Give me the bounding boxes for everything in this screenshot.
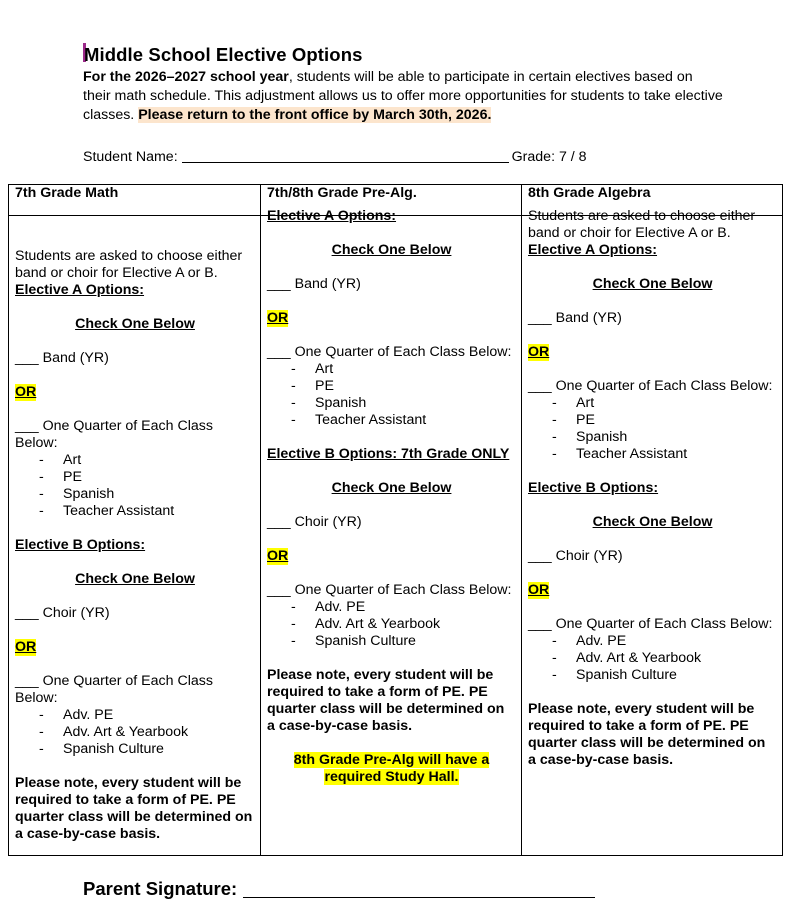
- elective-b-list: [528, 633, 777, 684]
- elective-b-list: [15, 707, 255, 758]
- list-item: - Spanish Culture: [39, 741, 255, 758]
- list-item: - Teacher Assistant: [39, 503, 255, 520]
- or-label: OR: [15, 639, 37, 655]
- elective-a-list: [267, 361, 516, 429]
- student-name-line: [83, 146, 587, 165]
- elective-a-list: [528, 395, 777, 463]
- band-option[interactable]: ___ Band (YR): [528, 310, 622, 326]
- check-one-label: Check One Below: [592, 514, 713, 530]
- table-body-row: [9, 216, 783, 856]
- list-item: - Adv. PE: [552, 633, 777, 650]
- parent-signature-label: Parent Signature:: [83, 878, 238, 899]
- pe-note: Please note, every student will be required to take a form of PE. PE quarter class will be determined on a case-by-case basis.: [15, 775, 253, 842]
- intro-year: For the 2026–2027 school year: [83, 69, 289, 85]
- list-item: - Adv. PE: [39, 707, 255, 724]
- check-one-label: Check One Below: [331, 480, 452, 496]
- elective-a-title: Elective A Options:: [15, 282, 145, 298]
- student-name-label: Student Name:: [83, 149, 178, 165]
- study-hall-note: 8th Grade Pre-Alg will have a required Study Hall.: [293, 752, 490, 785]
- band-option[interactable]: ___ Band (YR): [15, 350, 109, 366]
- list-item: - Adv. Art & Yearbook: [39, 724, 255, 741]
- list-item: - PE: [291, 378, 516, 395]
- header-pre-alg: 7th/8th Grade Pre-Alg.: [261, 185, 522, 216]
- or-label: OR: [528, 344, 550, 360]
- header-7th-grade-math: 7th Grade Math: [9, 185, 261, 216]
- quarter-option[interactable]: ___ One Quarter of Each Class Below:: [15, 418, 213, 451]
- quarter-option[interactable]: ___ One Quarter of Each Class Below:: [15, 673, 213, 706]
- column-pre-alg: [261, 208, 522, 856]
- list-item: - Adv. PE: [291, 599, 516, 616]
- column-intro: Students are asked to choose either band or choir for Elective A or B.: [528, 208, 756, 241]
- list-item: - Art: [552, 395, 777, 412]
- choir-option[interactable]: ___ Choir (YR): [528, 548, 623, 564]
- elective-b-title: Elective B Options:: [528, 480, 659, 496]
- or-label: OR: [15, 384, 37, 400]
- list-item: - Spanish: [39, 486, 255, 503]
- list-item: - PE: [39, 469, 255, 486]
- list-item: - Adv. Art & Yearbook: [291, 616, 516, 633]
- return-deadline: Please return to the front office by March 30th, 2026.: [138, 107, 492, 123]
- check-one-label: Check One Below: [75, 571, 195, 587]
- intro-text: , students will be able to participate in certain electives based on their math schedule. This adjustment allows us to offer more opportunities for students to take elective classes.: [83, 69, 723, 123]
- elective-b-list: [267, 599, 516, 650]
- pe-note: Please note, every student will be required to take a form of PE. PE quarter class will be determined on a case-by-case basis.: [528, 701, 766, 768]
- or-label: OR: [267, 548, 289, 564]
- choir-option[interactable]: ___ Choir (YR): [267, 514, 362, 530]
- column-8th-grade-algebra: [522, 208, 783, 856]
- or-label: OR: [267, 310, 289, 326]
- check-one-label: Check One Below: [592, 276, 713, 292]
- band-option[interactable]: ___ Band (YR): [267, 276, 361, 292]
- parent-signature-line: [83, 876, 595, 900]
- or-label: OR: [528, 582, 550, 598]
- list-item: - Art: [291, 361, 516, 378]
- choir-option[interactable]: ___ Choir (YR): [15, 605, 110, 621]
- quarter-option[interactable]: ___ One Quarter of Each Class Below:: [267, 344, 512, 360]
- elective-a-title: Elective A Options:: [267, 208, 397, 224]
- list-item: - Adv. Art & Yearbook: [552, 650, 777, 667]
- document-title: Middle School Elective Options: [84, 44, 363, 65]
- list-item: - Spanish: [291, 395, 516, 412]
- list-item: - Spanish Culture: [291, 633, 516, 650]
- elective-a-list: [15, 452, 255, 520]
- header-8th-grade-algebra: 8th Grade Algebra: [522, 185, 783, 216]
- check-one-label: Check One Below: [331, 242, 452, 258]
- list-item: - Teacher Assistant: [291, 412, 516, 429]
- quarter-option[interactable]: ___ One Quarter of Each Class Below:: [528, 378, 773, 394]
- list-item: - PE: [552, 412, 777, 429]
- elective-table: [8, 184, 783, 856]
- elective-b-title: Elective B Options:: [15, 537, 146, 553]
- list-item: - Spanish: [552, 429, 777, 446]
- intro-paragraph: [83, 68, 723, 125]
- student-name-field[interactable]: [182, 148, 509, 163]
- grade-label: Grade: 7 / 8: [511, 149, 587, 165]
- pe-note: Please note, every student will be required to take a form of PE. PE quarter class will be determined on a case-by-case basis.: [267, 667, 505, 734]
- list-item: - Teacher Assistant: [552, 446, 777, 463]
- list-item: - Spanish Culture: [552, 667, 777, 684]
- column-7th-grade-math: [9, 216, 261, 856]
- check-one-label: Check One Below: [75, 316, 195, 332]
- elective-b-title: Elective B Options: 7th Grade ONLY: [267, 446, 510, 462]
- quarter-option[interactable]: ___ One Quarter of Each Class Below:: [528, 616, 773, 632]
- column-intro: Students are asked to choose either band or choir for Elective A or B.: [15, 248, 243, 281]
- list-item: - Art: [39, 452, 255, 469]
- elective-a-title: Elective A Options:: [528, 242, 658, 258]
- quarter-option[interactable]: ___ One Quarter of Each Class Below:: [267, 582, 512, 598]
- parent-signature-field[interactable]: [243, 879, 595, 898]
